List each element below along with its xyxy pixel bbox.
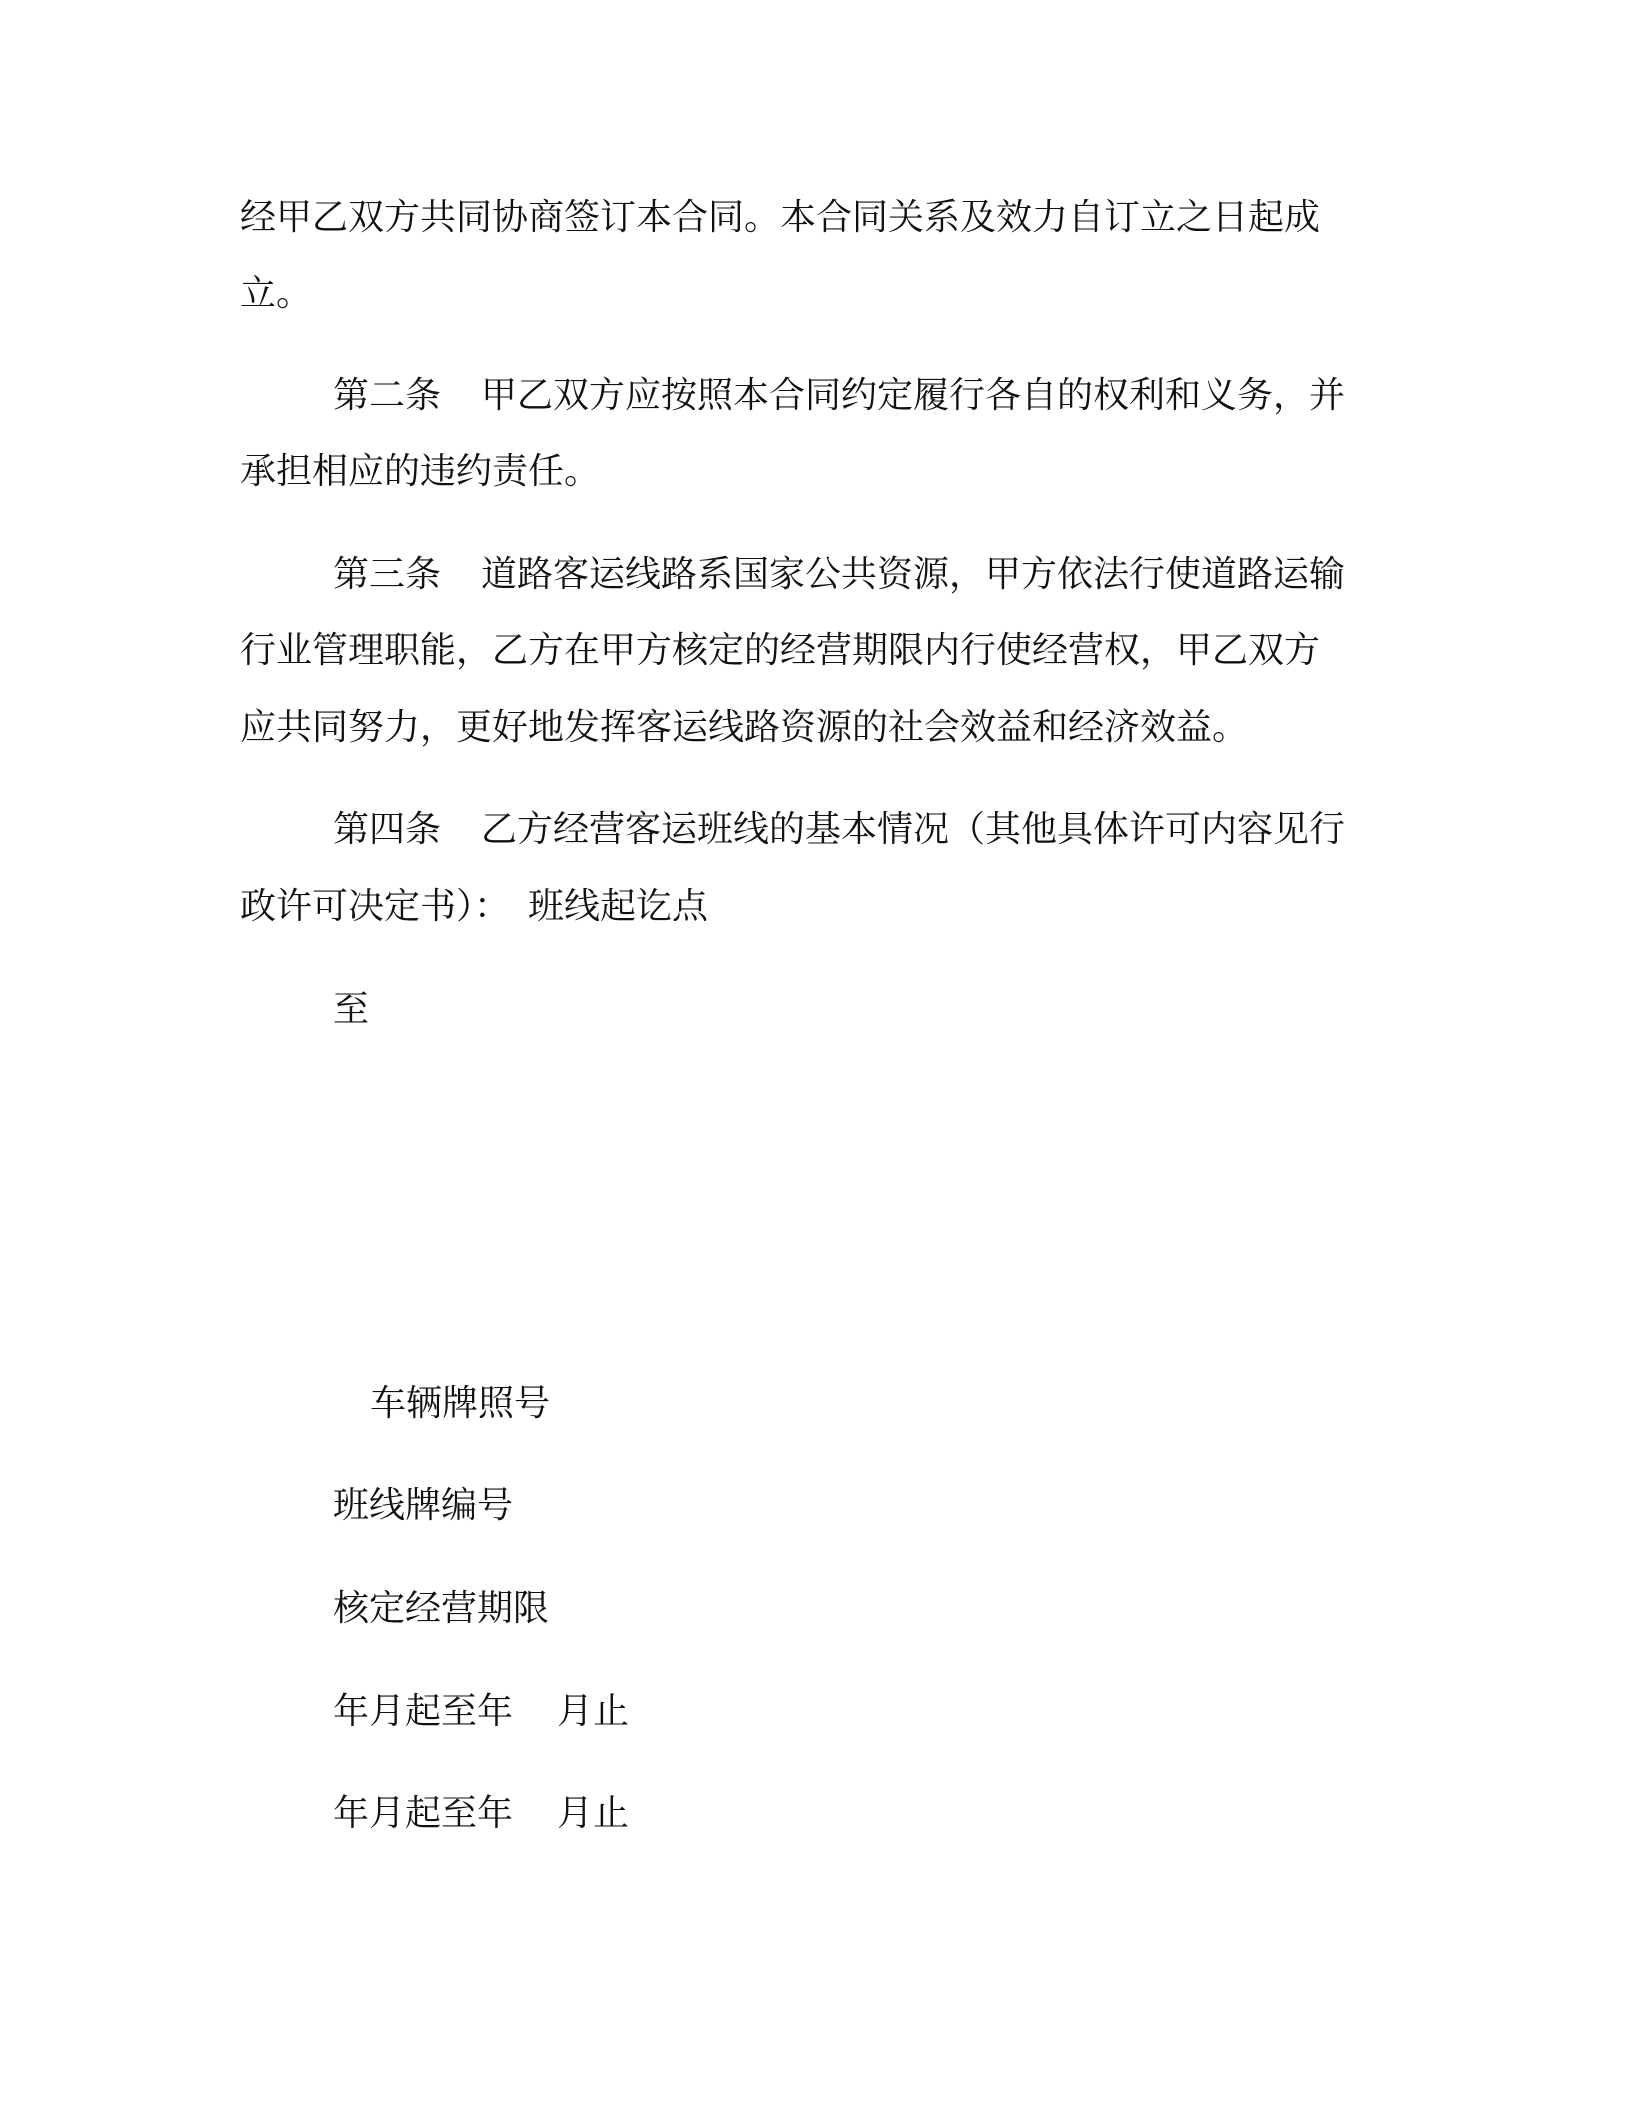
article-4-line: [333, 808, 1345, 852]
date-range-line: [333, 1792, 629, 1836]
plate-number-label: 车辆牌照号: [370, 1383, 551, 1424]
operating-period-label: 核定经营期限: [333, 1588, 550, 1629]
article-3-line: 行业管理职能，乙方在甲方核定的经营期限内行使经营权，甲乙双方: [240, 630, 1321, 671]
date-range-end: 月止: [557, 1793, 630, 1834]
article-4-text: 乙方经营客运班线的基本情况（其他具体许可内容见行: [481, 809, 1346, 850]
date-range-end: 月止: [557, 1691, 630, 1732]
article-4-line: [240, 885, 708, 929]
article-4-label: 第四条: [333, 809, 442, 850]
article-3-line: 应共同努力，更好地发挥客运线路资源的社会效益和经济效益。: [240, 707, 1249, 748]
article-2-label: 第二条: [333, 375, 442, 416]
article-2-line: [333, 374, 1345, 418]
article-3-line: [333, 553, 1345, 597]
article-3-text: 道路客运线路系国家公共资源，甲方依法行使道路运输: [481, 554, 1346, 595]
paragraph-line: 立。: [240, 273, 313, 314]
article-2-line: 承担相应的违约责任。: [240, 451, 601, 492]
article-3-label: 第三条: [333, 554, 442, 595]
date-range-line: [333, 1690, 629, 1734]
date-range-start: 年月起至年: [333, 1691, 514, 1732]
article-2-text: 甲乙双方应按照本合同约定履行各自的权利和义务，并: [481, 375, 1346, 416]
route-endpoints-label: 班线起讫点: [528, 886, 709, 927]
route-to-label: 至: [333, 989, 370, 1030]
paragraph-line: 经甲乙双方共同协商签订本合同。本合同关系及效力自订立之日起成: [240, 197, 1321, 238]
route-plate-number-label: 班线牌编号: [333, 1485, 514, 1526]
article-4-text: 政许可决定书）：: [240, 886, 511, 927]
date-range-start: 年月起至年: [333, 1793, 514, 1834]
